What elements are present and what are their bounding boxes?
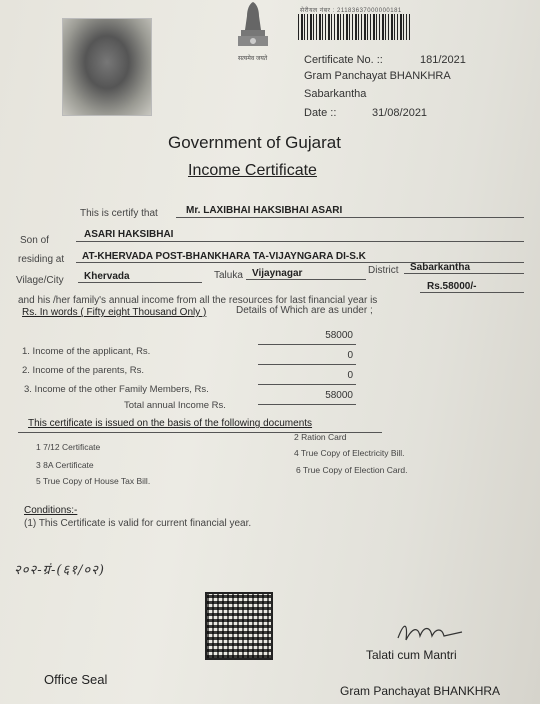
taluka: Vijaynagar	[252, 268, 303, 279]
income-row-1-label: 1. Income of the applicant, Rs.	[22, 346, 151, 357]
document-subtitle: Income Certificate	[188, 162, 317, 179]
income-row-3-value: 0	[347, 370, 353, 381]
header-district: Sabarkantha	[304, 88, 367, 100]
certificate-no: 181/2021	[420, 54, 466, 66]
address: AT-KHERVADA POST-BHANKHARA TA-VIJAYNGARA DI-S.K	[82, 251, 366, 262]
qr-code	[205, 592, 273, 660]
issue-date: 31/08/2021	[372, 107, 428, 119]
national-emblem-icon	[233, 0, 273, 54]
income-amount: Rs.58000/-	[427, 281, 477, 292]
emblem-caption: सत्यमेव जयते	[238, 56, 268, 62]
office-seal-label: Office Seal	[44, 672, 108, 687]
footer-panchayat: Gram Panchayat BHANKHRA	[340, 684, 501, 698]
residing-label: residing at	[18, 254, 65, 265]
signatory-title: Talati cum Mantri	[366, 648, 457, 662]
document-item-6: 6 True Copy of Election Card.	[296, 465, 408, 475]
details-text: Details of Which are as under ;	[236, 305, 373, 316]
document-item-5: 5 True Copy of House Tax Bill.	[36, 476, 151, 486]
applicant-photo	[62, 18, 152, 116]
income-row-2-value: 0	[347, 350, 353, 361]
barcode-number: सेरीयल नंबर : 21183637000000181	[300, 8, 402, 14]
income-row-1-value: 58000	[325, 330, 353, 341]
income-total-label: Total annual Income Rs.	[124, 400, 226, 411]
father-name: ASARI HAKSIBHAI	[84, 229, 174, 240]
barcode	[298, 14, 410, 40]
date-label: Date ::	[304, 107, 337, 119]
income-sentence: and his /her family's annual income from all the resources for last financial year is	[18, 295, 378, 306]
document-item-1: 1 7/12 Certificate	[36, 442, 101, 452]
document-title: Government of Gujarat	[168, 133, 341, 152]
applicant-name: Mr. LAXIBHAI HAKSIBHAI ASARI	[186, 205, 343, 216]
conditions-heading: Conditions:-	[24, 505, 78, 516]
conditions-text: (1) This Certificate is valid for current financial year.	[24, 518, 252, 529]
son-of-label: Son of	[20, 235, 49, 246]
signature	[394, 618, 466, 646]
certificate-no-label: Certificate No. ::	[304, 54, 383, 66]
handwritten-note: २०२-ग्रं-(६१/०२)	[14, 563, 105, 578]
document-item-4: 4 True Copy of Electricity Bill.	[294, 448, 405, 458]
header-panchayat: Gram Panchayat BHANKHRA	[304, 70, 451, 82]
district-label: District	[368, 265, 399, 276]
income-total-value: 58000	[325, 390, 353, 401]
certify-label: This is certify that	[80, 208, 158, 219]
document-item-2: 2 Ration Card	[294, 432, 347, 442]
document-item-3: 3 8A Certificate	[36, 460, 94, 470]
income-in-words: Rs. In words ( Fifty eight Thousand Only )	[22, 307, 207, 318]
income-row-2-label: 2. Income of the parents, Rs.	[22, 365, 144, 376]
district: Sabarkantha	[410, 262, 471, 273]
taluka-label: Taluka	[214, 270, 243, 281]
income-row-3-label: 3. Income of the other Family Members, Rs.	[24, 384, 209, 395]
village-label: Vilage/City	[16, 275, 64, 286]
documents-heading: This certificate is issued on the basis of the following documents	[28, 418, 313, 429]
village: Khervada	[84, 271, 130, 282]
